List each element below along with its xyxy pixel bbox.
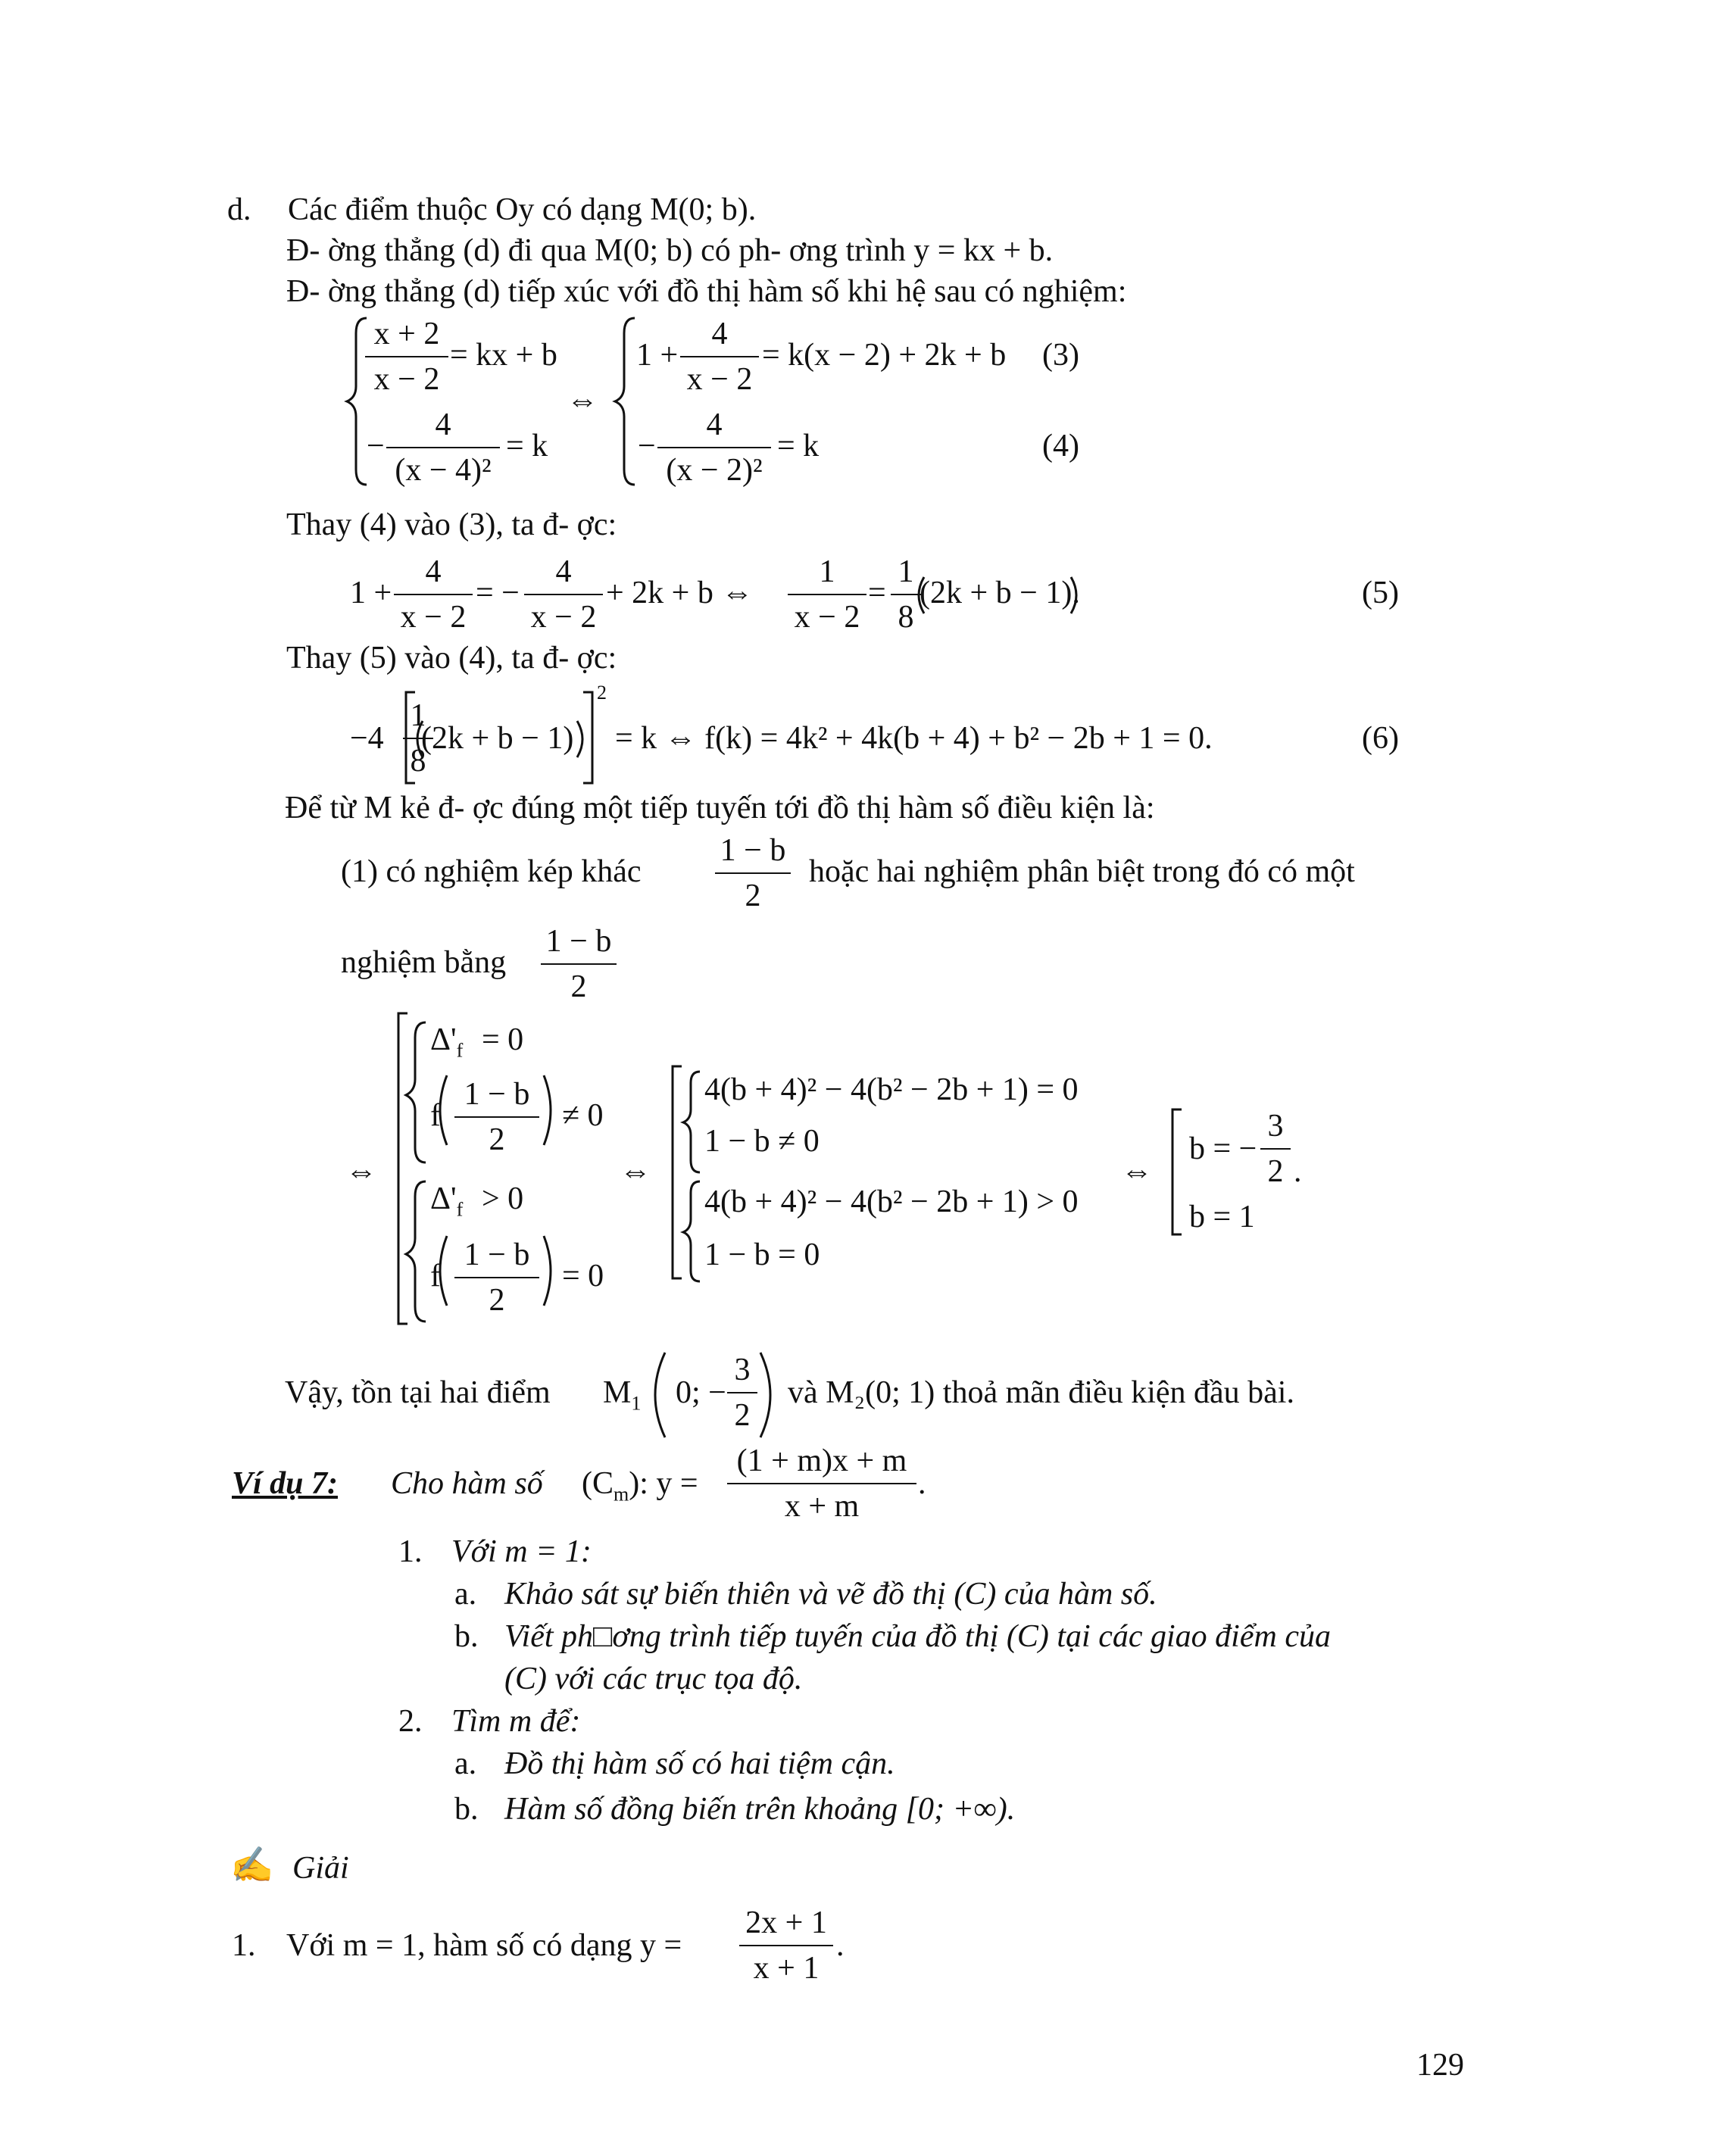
example7-item-6-n: b.	[454, 1792, 479, 1827]
sys1-equiv: ⇔	[567, 383, 598, 418]
solution-dot: .	[836, 1928, 845, 1963]
sys1-a-rhs: = kx + b	[450, 338, 557, 373]
sub43-eq: =	[868, 576, 886, 610]
sys2-r1-fraction: 3 2	[1260, 1110, 1291, 1187]
sys1-c-tag: (3)	[1042, 338, 1079, 373]
example7-cm: $(C_m)$: y =	[582, 1466, 698, 1506]
condition-text: Để từ M kẻ đ- ợc đúng một tiếp tuyến tới đồ thị hàm số điều kiện là:	[285, 791, 1155, 825]
condition-l1-fraction: 1 − b 2	[715, 835, 791, 912]
sys2-m3: 4(b + 4)² − 4(b² − 2b + 1) > 0	[704, 1184, 1079, 1219]
sys2-frac-1: 1 − b 2	[454, 1078, 539, 1156]
sub54-inner: (2k + b − 1)	[421, 721, 574, 756]
sys2-dot: .	[1294, 1154, 1302, 1189]
sys2-r2: b = 1	[1189, 1200, 1255, 1234]
sub54-tag: (6)	[1362, 721, 1399, 756]
example7-item-2: Viết ph□ơng trình tiếp tuyến của đồ thị (C) tại các giao điểm của	[504, 1619, 1331, 1654]
conclusion-m1: $M_1$	[603, 1375, 642, 1415]
solution-fraction: 2x + 1 x + 1	[739, 1907, 833, 1984]
part-d-label: d.	[227, 192, 251, 227]
example7-item-4: Tìm m để:	[451, 1704, 581, 1739]
sys2-eq0b: = 0	[562, 1259, 604, 1294]
sub54-pre: −4	[350, 721, 384, 756]
page-number: 129	[1416, 2048, 1464, 2083]
condition-l1-pre: (1) có nghiệm kép khác	[341, 854, 642, 889]
condition-l2-pre: nghiệm bằng	[341, 945, 507, 980]
sub43-frac3: 1 x − 2	[788, 556, 866, 633]
example7-label: Ví dụ 7:	[232, 1466, 339, 1501]
sys2-f-2: f	[430, 1259, 441, 1294]
sys2-frac-2: 1 − b 2	[454, 1239, 539, 1316]
example7-item-0: Với m = 1:	[451, 1534, 592, 1569]
sys1-b-fraction: 4 (x − 4)²	[386, 409, 500, 486]
sys1-b-rhs: = k	[506, 429, 548, 463]
sub43-frac1: 4 x − 2	[394, 556, 473, 633]
sys2-neq0: ≠ 0	[562, 1098, 604, 1133]
sys2-delta-1: $\Delta'_f$	[430, 1022, 464, 1062]
example7-item-1-n: a.	[454, 1577, 477, 1612]
sys2-equiv-3: ⇔	[1121, 1154, 1153, 1189]
solution-line-n: 1.	[232, 1928, 256, 1963]
sys2-m2: 1 − b ≠ 0	[704, 1124, 820, 1159]
sys2-f-1: f	[430, 1098, 441, 1133]
sub43-text: Thay (4) vào (3), ta đ- ợc:	[286, 507, 617, 542]
example7-item-5: Đồ thị hàm số có hai tiệm cận.	[504, 1746, 895, 1781]
sub43-frac2: 4 x − 2	[524, 556, 603, 633]
sys2-m4: 1 − b = 0	[704, 1237, 820, 1272]
example7-item-4-n: 2.	[398, 1704, 423, 1739]
sub43-mid2: + 2k + b ⇔	[606, 576, 754, 610]
example7-item-3: (C) với các trục tọa độ.	[504, 1662, 803, 1696]
sys1-d-fraction: 4 (x − 2)²	[657, 409, 771, 486]
sys1-b-minus: −	[367, 429, 385, 463]
sub54-frac: 1 8	[403, 700, 433, 777]
sys2-gt0: > 0	[482, 1181, 524, 1216]
conclusion-post: và M₂(0; 1) thoả mãn điều kiện đầu bài.	[788, 1375, 1294, 1410]
sys1-a-fraction: x + 2 x − 2	[365, 318, 448, 395]
sys1-d-minus: −	[638, 429, 656, 463]
sub43-frac4: 1 8	[891, 556, 921, 633]
condition-l2-fraction: 1 − b 2	[541, 925, 617, 1003]
sys1-c-rhs: = k(x − 2) + 2k + b	[762, 338, 1007, 373]
conclusion-fraction: 3 2	[727, 1354, 757, 1431]
example7-fraction: (1 + m)x + m x + m	[727, 1445, 916, 1522]
example7-item-5-n: a.	[454, 1746, 477, 1781]
example7-item-6: Hàm số đồng biến trên khoảng [0; +∞).	[504, 1792, 1016, 1827]
pen-icon: ✍	[230, 1846, 274, 1884]
example7-item-2-n: b.	[454, 1619, 479, 1654]
example7-item-1: Khảo sát sự biến thiên và vẽ đồ thị (C) của hàm số.	[504, 1577, 1157, 1612]
sub43-tag: (5)	[1362, 576, 1399, 610]
part-d-line3: Đ- ờng thẳng (d) tiếp xúc với đồ thị hàm số khi hệ sau có nghiệm:	[286, 274, 1127, 309]
part-d-line1: Các điểm thuộc Oy có dạng M(0; b).	[288, 192, 757, 227]
sys2-r1-pre: b = −	[1189, 1131, 1257, 1166]
sys2-eq0: = 0	[482, 1022, 524, 1057]
sub54-exp: 2	[597, 682, 607, 704]
sys2-equiv-1: ⇔	[345, 1154, 377, 1189]
sub43-pre: 1 +	[350, 576, 392, 610]
sub43-mid: = −	[476, 576, 520, 610]
example7-dot: .	[918, 1466, 926, 1501]
sys1-c-fraction: 4 x − 2	[680, 318, 759, 395]
sub43-tail: (2k + b − 1).	[920, 576, 1080, 610]
part-d-line2: Đ- ờng thẳng (d) đi qua M(0; b) có ph- ơng trình y = kx + b.	[286, 233, 1054, 268]
sub54-rhs: = k ⇔ f(k) = 4k² + 4k(b + 4) + b² − 2b + 1 = 0.	[615, 721, 1213, 756]
sys2-m1: 4(b + 4)² − 4(b² − 2b + 1) = 0	[704, 1072, 1079, 1107]
sys1-d-rhs: = k	[777, 429, 820, 463]
example7-intro: Cho hàm số	[391, 1466, 543, 1501]
example7-item-0-n: 1.	[398, 1534, 423, 1569]
sub54-text: Thay (5) vào (4), ta đ- ợc:	[286, 641, 617, 676]
sys2-delta-2: $\Delta'_f$	[430, 1181, 464, 1221]
conclusion-pre: Vậy, tồn tại hai điểm	[285, 1375, 551, 1410]
solution-label: Giải	[292, 1851, 349, 1886]
sys2-equiv-2: ⇔	[620, 1154, 651, 1189]
condition-l1-post: hoặc hai nghiệm phân biệt trong đó có một	[809, 854, 1355, 889]
sys1-d-tag: (4)	[1042, 429, 1079, 463]
sys1-c-pre: 1 +	[636, 338, 679, 373]
conclusion-inner-pre: 0; −	[676, 1375, 726, 1410]
solution-line: Với m = 1, hàm số có dạng y =	[286, 1928, 682, 1963]
